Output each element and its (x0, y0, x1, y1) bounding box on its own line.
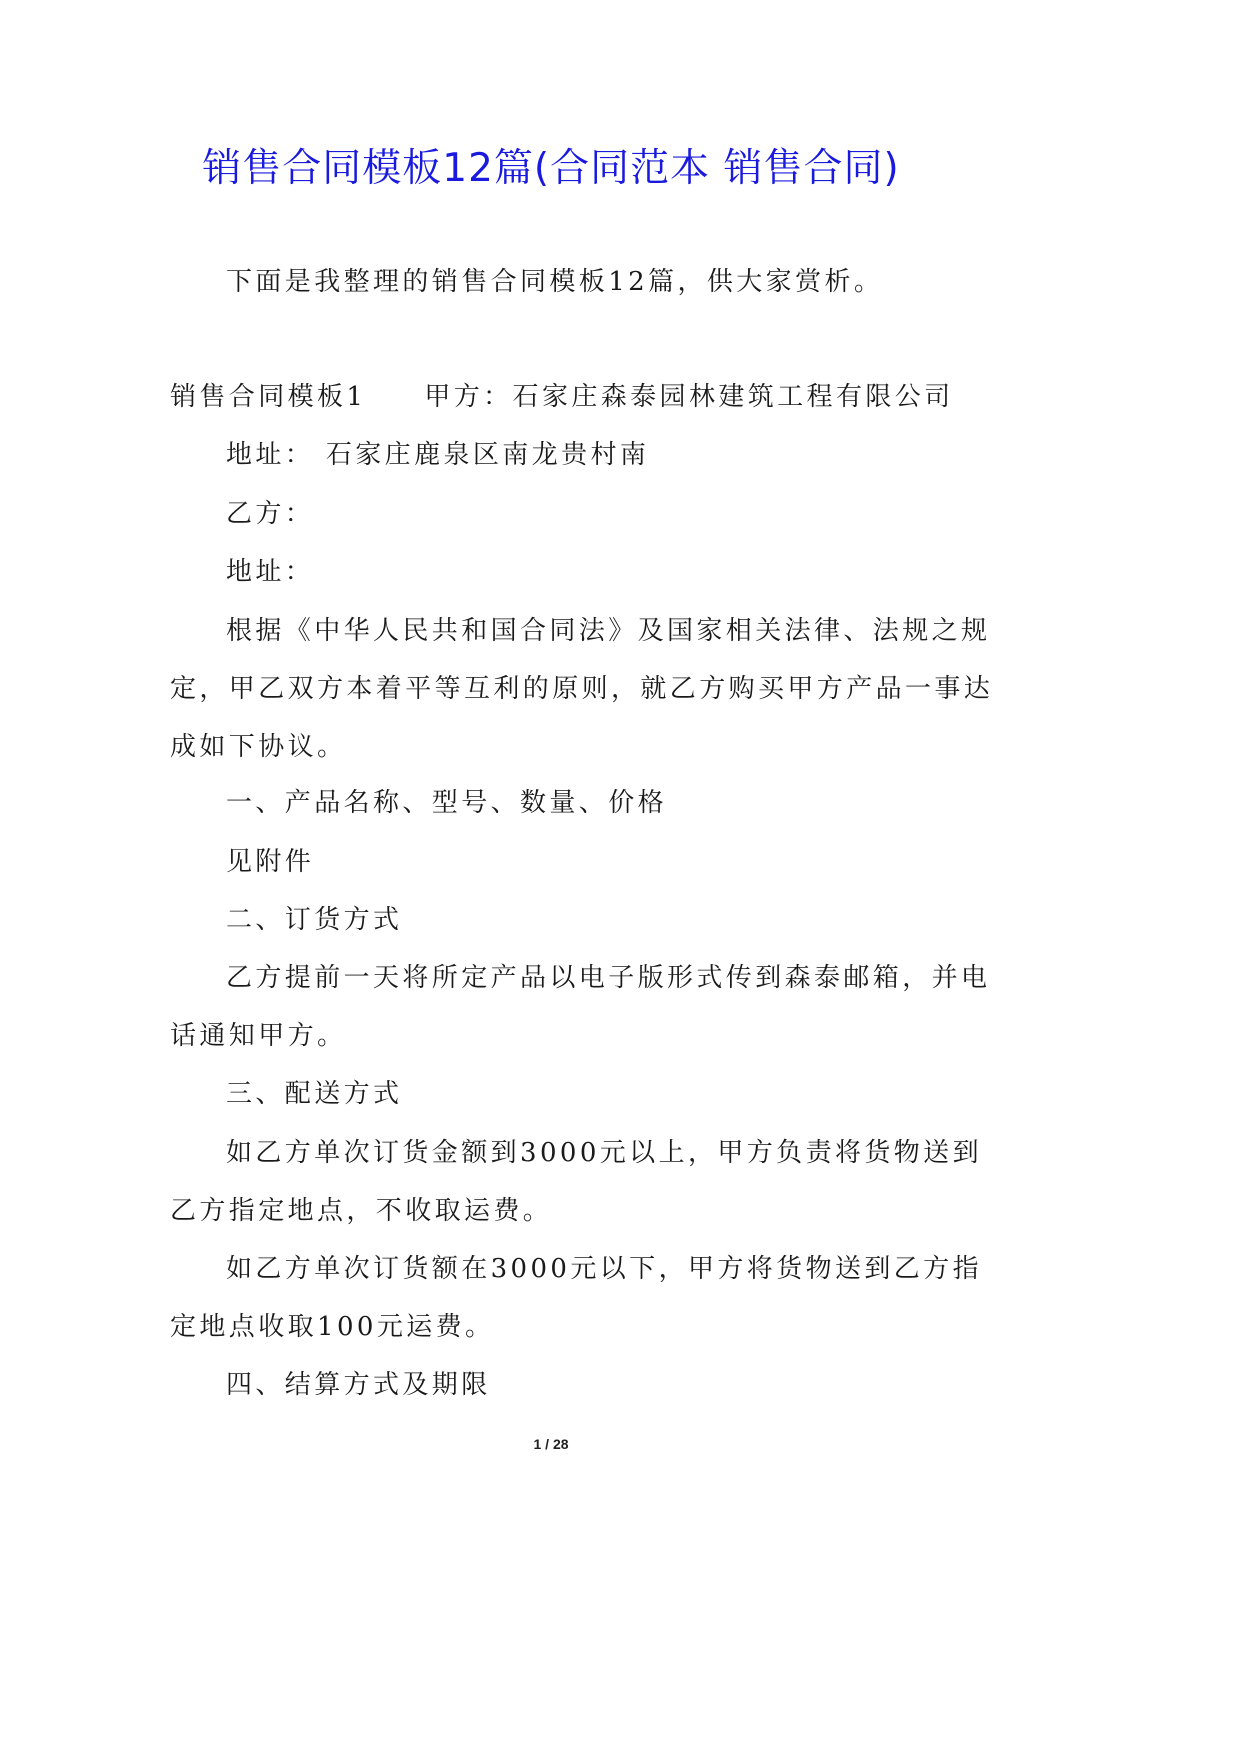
section-1-heading: 一、产品名称、型号、数量、价格 (226, 788, 668, 818)
preamble-line-2: 定，甲乙双方本着平等互利的原则，就乙方购买甲方产品一事达 (170, 674, 994, 704)
preamble-line-3: 成如下协议。 (170, 732, 347, 762)
party-a-line: 甲方：石家庄森泰园林建筑工程有限公司 (424, 382, 954, 412)
section-4-heading: 四、结算方式及期限 (226, 1370, 491, 1400)
section-3-heading: 三、配送方式 (226, 1079, 403, 1109)
section-2-heading: 二、订货方式 (226, 905, 403, 935)
section-3-body-line-2: 乙方指定地点，不收取运费。 (170, 1196, 553, 1226)
section-label: 销售合同模板1 (170, 382, 367, 412)
address-a-line: 地址： 石家庄鹿泉区南龙贵村南 (226, 440, 650, 470)
page-indicator: 1 / 28 (533, 1436, 569, 1452)
preamble-line-1: 根据《中华人民共和国合同法》及国家相关法律、法规之规 (226, 616, 991, 646)
section-1-body: 见附件 (226, 847, 315, 877)
party-b-line: 乙方： (226, 499, 315, 529)
section-3-body-line-4: 定地点收取100元运费。 (170, 1312, 495, 1342)
section-3-body-line-1: 如乙方单次订货金额到3000元以上，甲方负责将货物送到 (226, 1138, 982, 1168)
section-2-body-line-2: 话通知甲方。 (170, 1021, 347, 1051)
intro-paragraph: 下面是我整理的销售合同模板12篇，供大家赏析。 (226, 267, 884, 297)
section-heading-line (170, 380, 954, 414)
document-title: 销售合同模板12篇(合同范本 销售合同) (202, 146, 900, 191)
section-2-body-line-1: 乙方提前一天将所定产品以电子版形式传到森泰邮箱，并电 (226, 963, 991, 993)
address-b-line: 地址： (226, 557, 315, 587)
section-3-body-line-3: 如乙方单次订货额在3000元以下，甲方将货物送到乙方指 (226, 1254, 982, 1284)
